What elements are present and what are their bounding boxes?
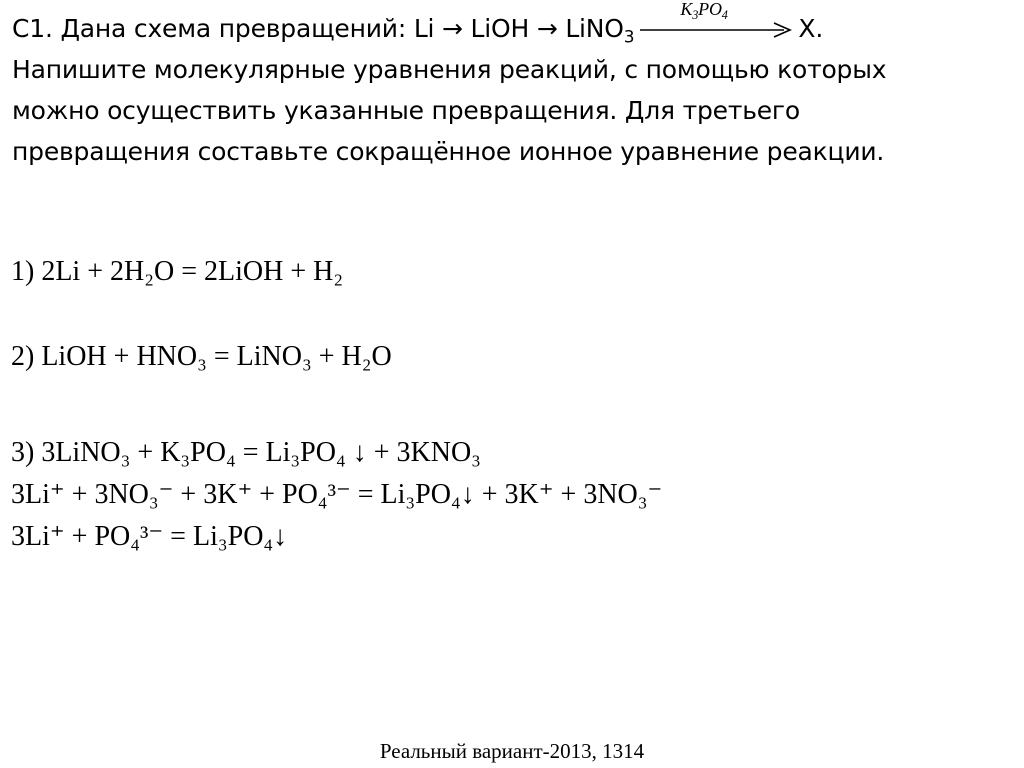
source-footer: Реальный вариант-2013, 1314 <box>379 739 645 763</box>
reagent-subscript: 3 <box>692 7 699 22</box>
task-line-1 <box>12 0 1012 49</box>
equation-3-short-ionic: 3Li⁺ + PO₄³⁻ = Li₃PO₄↓ <box>11 521 288 552</box>
task-line-4: превращения составьте сокращённое ионное уравнение реакции. <box>12 137 885 166</box>
task-statement <box>12 0 1012 172</box>
arrow-right-icon <box>638 19 794 41</box>
task-line-2: Напишите молекулярные уравнения реакций, с помощью которых <box>12 55 887 84</box>
equation-1: 1) 2Li + 2H₂O = 2LiOH + H₂ <box>11 256 344 287</box>
equation-3-full-ionic: 3Li⁺ + 3NO₃⁻ + 3K⁺ + PO₄³⁻ = Li₃PO₄↓ + 3K⁺ + 3NO₃⁻ <box>11 479 663 510</box>
task-line-3: можно осуществить указанные превращения. Для третьего <box>12 96 800 125</box>
scheme-prefix: С1. Дана схема превращений: Li → LiOH → LiNO <box>12 14 624 43</box>
reaction-arrow <box>638 0 794 41</box>
scheme-suffix: X. <box>798 14 824 43</box>
arrow-reagent-label: $K_3PO_4$ <box>680 0 728 22</box>
scheme-subscript: 3 <box>623 27 635 48</box>
equation-3-molecular: 3) 3LiNO₃ + K₃PO₄ = Li₃PO₄ ↓ + 3KNO₃ <box>11 437 481 468</box>
reagent-subscript: 4 <box>721 7 728 22</box>
equation-2: 2) LiOH + HNO₃ = LiNO₃ + H₂O <box>11 341 392 372</box>
